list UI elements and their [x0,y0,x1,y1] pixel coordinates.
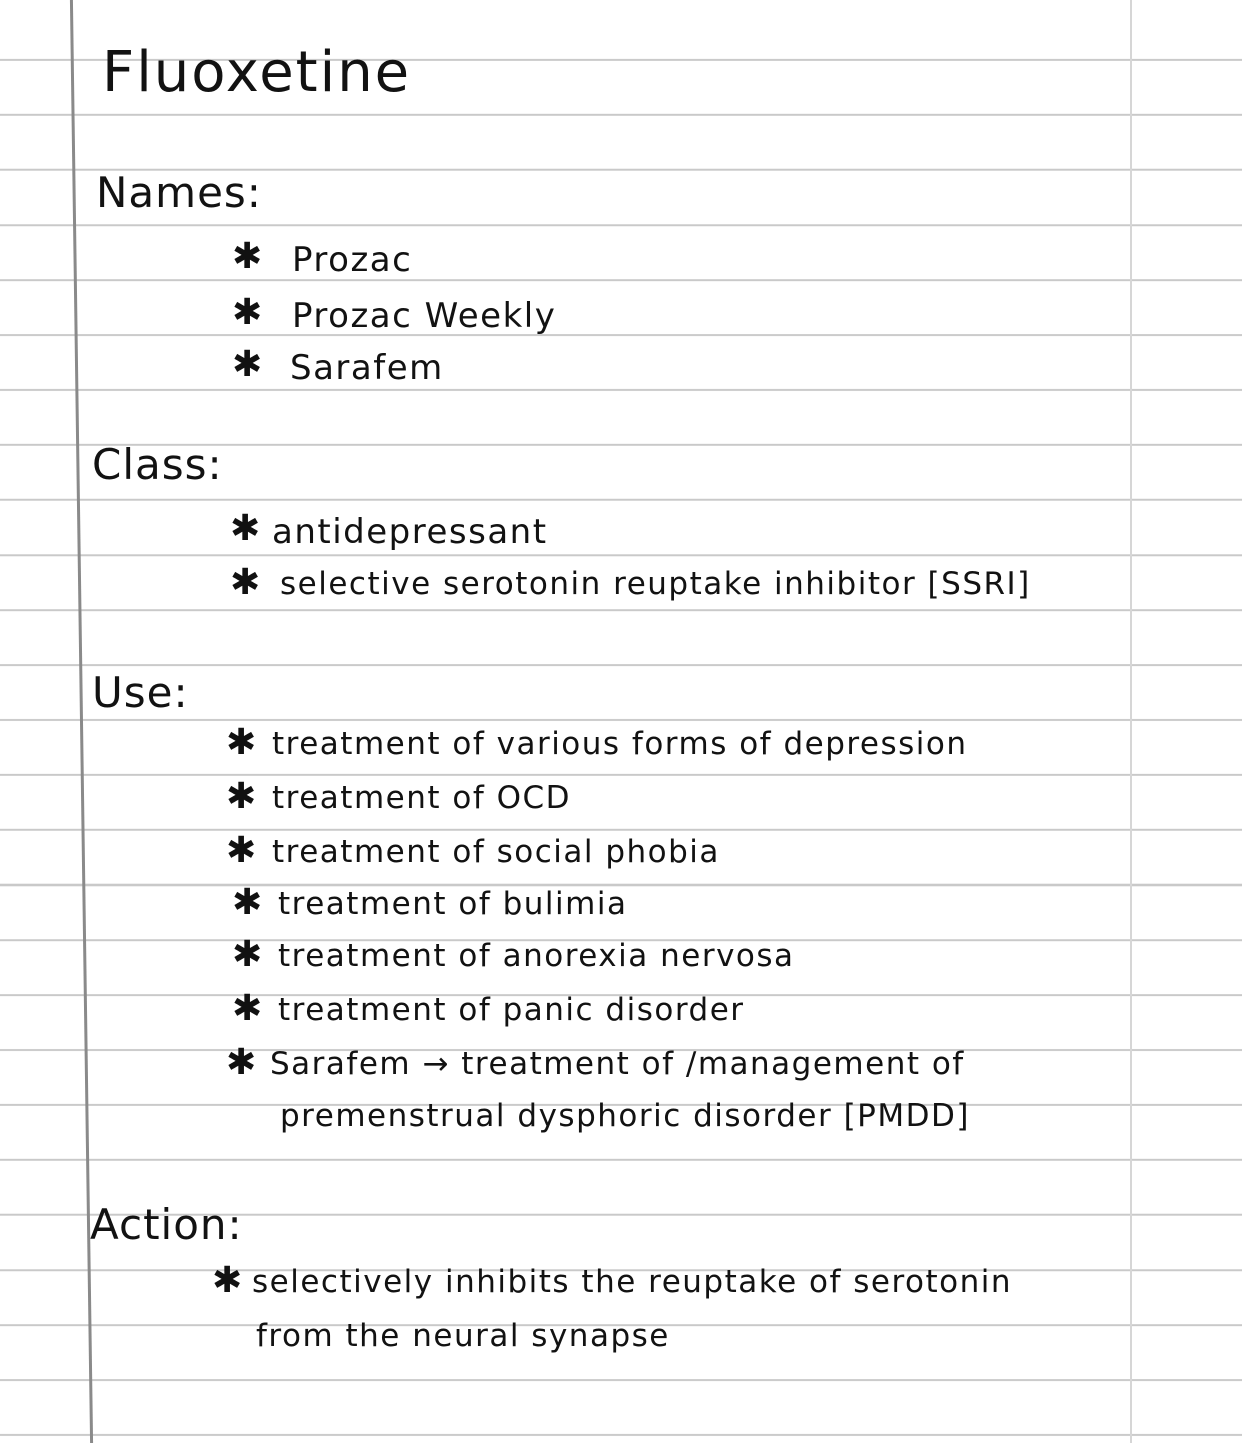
use-item: treatment of various forms of depression [272,726,968,762]
bullet-icon: ✱ [232,934,263,975]
use-item: Sarafem → treatment of /management of [270,1046,965,1082]
bullet-icon: ✱ [226,1042,257,1083]
action-item-continuation: from the neural synapse [256,1318,670,1354]
names-item: Prozac Weekly [292,296,557,336]
page-title: Fluoxetine [102,40,412,105]
bullet-icon: ✱ [230,508,261,549]
class-heading: Class: [92,440,223,489]
bullet-icon: ✱ [232,236,263,277]
use-item: treatment of social phobia [272,834,720,870]
class-item: selective serotonin reuptake inhibitor [SSRI] [280,566,1031,602]
bullet-icon: ✱ [232,988,263,1029]
bullet-icon: ✱ [232,882,263,923]
bullet-icon: ✱ [226,776,257,817]
bullet-icon: ✱ [226,830,257,871]
use-item: treatment of panic disorder [278,992,745,1028]
bullet-icon: ✱ [212,1260,243,1301]
bullet-icon: ✱ [232,292,263,333]
names-heading: Names: [96,168,262,217]
bullet-icon: ✱ [226,722,257,763]
action-heading: Action: [90,1200,243,1249]
use-item: treatment of bulimia [278,886,628,922]
right-margin-line [1130,0,1132,1443]
names-item: Sarafem [290,348,444,388]
bullet-icon: ✱ [230,562,261,603]
bullet-icon: ✱ [232,344,263,385]
use-item: treatment of anorexia nervosa [278,938,795,974]
use-heading: Use: [92,668,189,717]
use-item-continuation: premenstrual dysphoric disorder [PMDD] [280,1098,970,1134]
use-item: treatment of OCD [272,780,572,816]
class-item: antidepressant [272,512,548,552]
action-item: selectively inhibits the reuptake of serotonin [252,1264,1013,1300]
names-item: Prozac [292,240,413,280]
